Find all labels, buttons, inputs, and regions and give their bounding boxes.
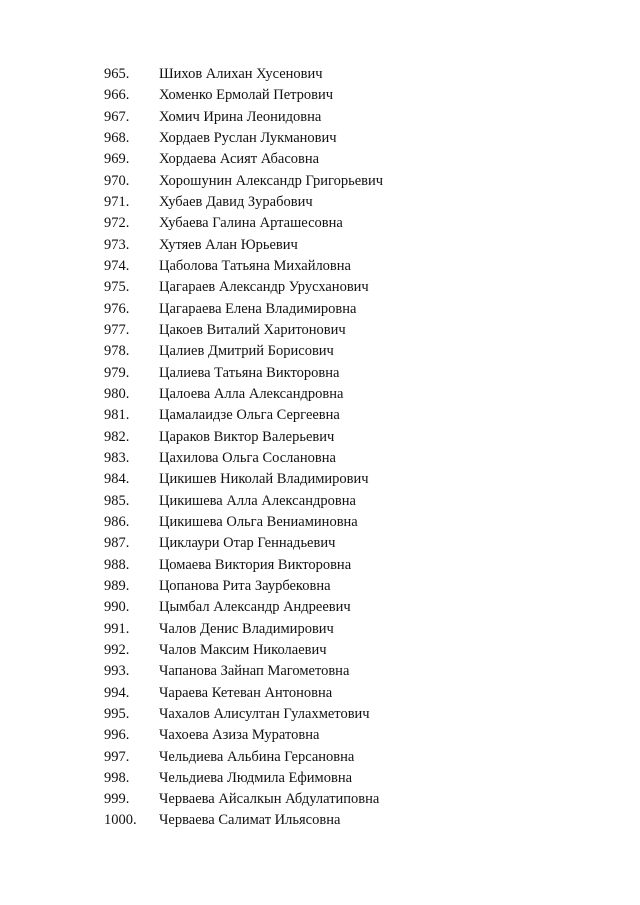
list-item-name: Цикишев Николай Владимирович bbox=[159, 471, 369, 488]
list-item bbox=[104, 704, 383, 725]
list-item-number: 995. bbox=[104, 705, 130, 722]
list-item bbox=[104, 149, 383, 170]
list-item-number: 991. bbox=[104, 620, 130, 637]
list-item bbox=[104, 213, 383, 234]
list-item-name: Шихов Алихан Хусенович bbox=[159, 66, 323, 82]
list-item-name: Цалиев Дмитрий Борисович bbox=[159, 343, 334, 360]
list-item-number: 999. bbox=[104, 791, 130, 808]
list-item bbox=[104, 725, 383, 746]
list-item bbox=[104, 427, 383, 448]
list-item-number: 997. bbox=[104, 748, 130, 765]
list-item-name: Чахоева Азиза Муратовна bbox=[159, 727, 320, 744]
list-item bbox=[104, 597, 383, 618]
list-item-number: 987. bbox=[104, 535, 130, 552]
list-item bbox=[104, 683, 383, 704]
list-item bbox=[104, 747, 383, 768]
list-item bbox=[104, 363, 383, 384]
list-item-number: 967. bbox=[104, 108, 130, 125]
list-item-name: Цагараева Елена Владимировна bbox=[159, 300, 357, 317]
list-item-number: 976. bbox=[104, 300, 130, 317]
list-item-number: 981. bbox=[104, 407, 130, 424]
list-item-number: 972. bbox=[104, 215, 130, 232]
list-item-number: 988. bbox=[104, 556, 130, 573]
list-item-name: Цамалаидзе Ольга Сергеевна bbox=[159, 407, 340, 424]
list-item-number: 982. bbox=[104, 428, 130, 445]
list-item-name: Хомич Ирина Леонидовна bbox=[159, 108, 322, 125]
list-item bbox=[104, 810, 383, 831]
list-item-number: 990. bbox=[104, 599, 130, 616]
list-item-number: 996. bbox=[104, 727, 130, 744]
list-item-name: Хубаев Давид Зурабович bbox=[159, 193, 313, 210]
list-item-name: Цакоев Виталий Харитонович bbox=[159, 321, 346, 338]
list-item bbox=[104, 640, 383, 661]
list-item-number: 965. bbox=[104, 66, 130, 82]
list-item-number: 985. bbox=[104, 492, 130, 509]
list-item-name: Циклаури Отар Геннадьевич bbox=[159, 535, 336, 552]
list-item-name: Чельдиева Альбина Герсановна bbox=[159, 748, 355, 765]
list-item-name: Цалиева Татьяна Викторовна bbox=[159, 364, 340, 381]
list-item bbox=[104, 192, 383, 213]
list-item-number: 984. bbox=[104, 471, 130, 488]
list-item bbox=[104, 405, 383, 426]
list-item-number: 979. bbox=[104, 364, 130, 381]
list-item-name: Цалоева Алла Александровна bbox=[159, 385, 344, 402]
list-item-name: Чалов Денис Владимирович bbox=[159, 620, 334, 637]
list-item-name: Цомаева Виктория Викторовна bbox=[159, 556, 352, 573]
list-item-name: Чалов Максим Николаевич bbox=[159, 641, 327, 658]
list-item-number: 975. bbox=[104, 279, 130, 296]
list-item-number: 973. bbox=[104, 236, 130, 253]
list-item-number: 977. bbox=[104, 321, 130, 338]
list-item bbox=[104, 299, 383, 320]
list-item bbox=[104, 619, 383, 640]
list-item-number: 986. bbox=[104, 513, 130, 530]
list-item-name: Цикишева Алла Александровна bbox=[159, 492, 356, 509]
list-item-name: Хордаева Асият Абасовна bbox=[159, 151, 320, 168]
list-item-number: 974. bbox=[104, 257, 130, 274]
list-item bbox=[104, 107, 383, 128]
list-item bbox=[104, 533, 383, 554]
list-item-number: 968. bbox=[104, 129, 130, 146]
list-item-name: Чапанова Зайнап Магометовна bbox=[159, 663, 350, 680]
list-item-number: 983. bbox=[104, 449, 130, 466]
list-item bbox=[104, 491, 383, 512]
list-item bbox=[104, 128, 383, 149]
list-item-name: Чараева Кетеван Антоновна bbox=[159, 684, 333, 701]
list-item-name: Хубаева Галина Арташесовна bbox=[159, 215, 343, 232]
list-item-name: Хорошунин Александр Григорьевич bbox=[159, 172, 384, 189]
list-item-number: 994. bbox=[104, 684, 130, 701]
list-item bbox=[104, 85, 383, 106]
list-item-name: Черваева Айсалкын Абдулатиповна bbox=[159, 791, 380, 808]
list-item-name: Цымбал Александр Андреевич bbox=[159, 599, 351, 616]
list-item-name: Чельдиева Людмила Ефимовна bbox=[159, 769, 353, 786]
list-item bbox=[104, 320, 383, 341]
list-item-number: 998. bbox=[104, 769, 130, 786]
list-item bbox=[104, 768, 383, 789]
list-item bbox=[104, 235, 383, 256]
list-item-number: 992. bbox=[104, 641, 130, 658]
list-item-name: Чахалов Алисултан Гулахметович bbox=[159, 705, 370, 722]
list-item bbox=[104, 277, 383, 298]
list-item bbox=[104, 512, 383, 533]
list-item bbox=[104, 448, 383, 469]
list-item-number: 989. bbox=[104, 577, 130, 594]
list-item bbox=[104, 384, 383, 405]
list-item-number: 970. bbox=[104, 172, 130, 189]
list-item-name: Черваева Салимат Ильясовна bbox=[159, 812, 341, 829]
list-item bbox=[104, 576, 383, 597]
list-item-number: 969. bbox=[104, 151, 130, 168]
list-item-number: 971. bbox=[104, 193, 130, 210]
list-item-name: Цопанова Рита Заурбековна bbox=[159, 577, 331, 594]
list-item-number: 1000. bbox=[104, 812, 137, 829]
list-item-name: Цахилова Ольга Сослановна bbox=[159, 449, 336, 466]
list-item-name: Цагараев Александр Урусханович bbox=[159, 279, 369, 296]
list-item-number: 993. bbox=[104, 663, 130, 680]
list-item-name: Цаболова Татьяна Михайловна bbox=[159, 257, 351, 274]
list-item-name: Хутяев Алан Юрьевич bbox=[159, 236, 298, 253]
list-item-number: 966. bbox=[104, 87, 130, 104]
list-item bbox=[104, 469, 383, 490]
list-item-number: 980. bbox=[104, 385, 130, 402]
list-item-name: Хоменко Ермолай Петрович bbox=[159, 87, 334, 104]
list-item-name: Цикишева Ольга Вениаминовна bbox=[159, 513, 358, 530]
list-item bbox=[104, 341, 383, 362]
list-item-number: 978. bbox=[104, 343, 130, 360]
list-item bbox=[104, 661, 383, 682]
list-item-name: Цараков Виктор Валерьевич bbox=[159, 428, 335, 445]
list-item-name: Хордаев Руслан Лукманович bbox=[159, 129, 337, 146]
numbered-name-list bbox=[104, 64, 383, 832]
list-item bbox=[104, 64, 383, 85]
list-item bbox=[104, 171, 383, 192]
list-item bbox=[104, 789, 383, 810]
list-item bbox=[104, 256, 383, 277]
list-item bbox=[104, 555, 383, 576]
